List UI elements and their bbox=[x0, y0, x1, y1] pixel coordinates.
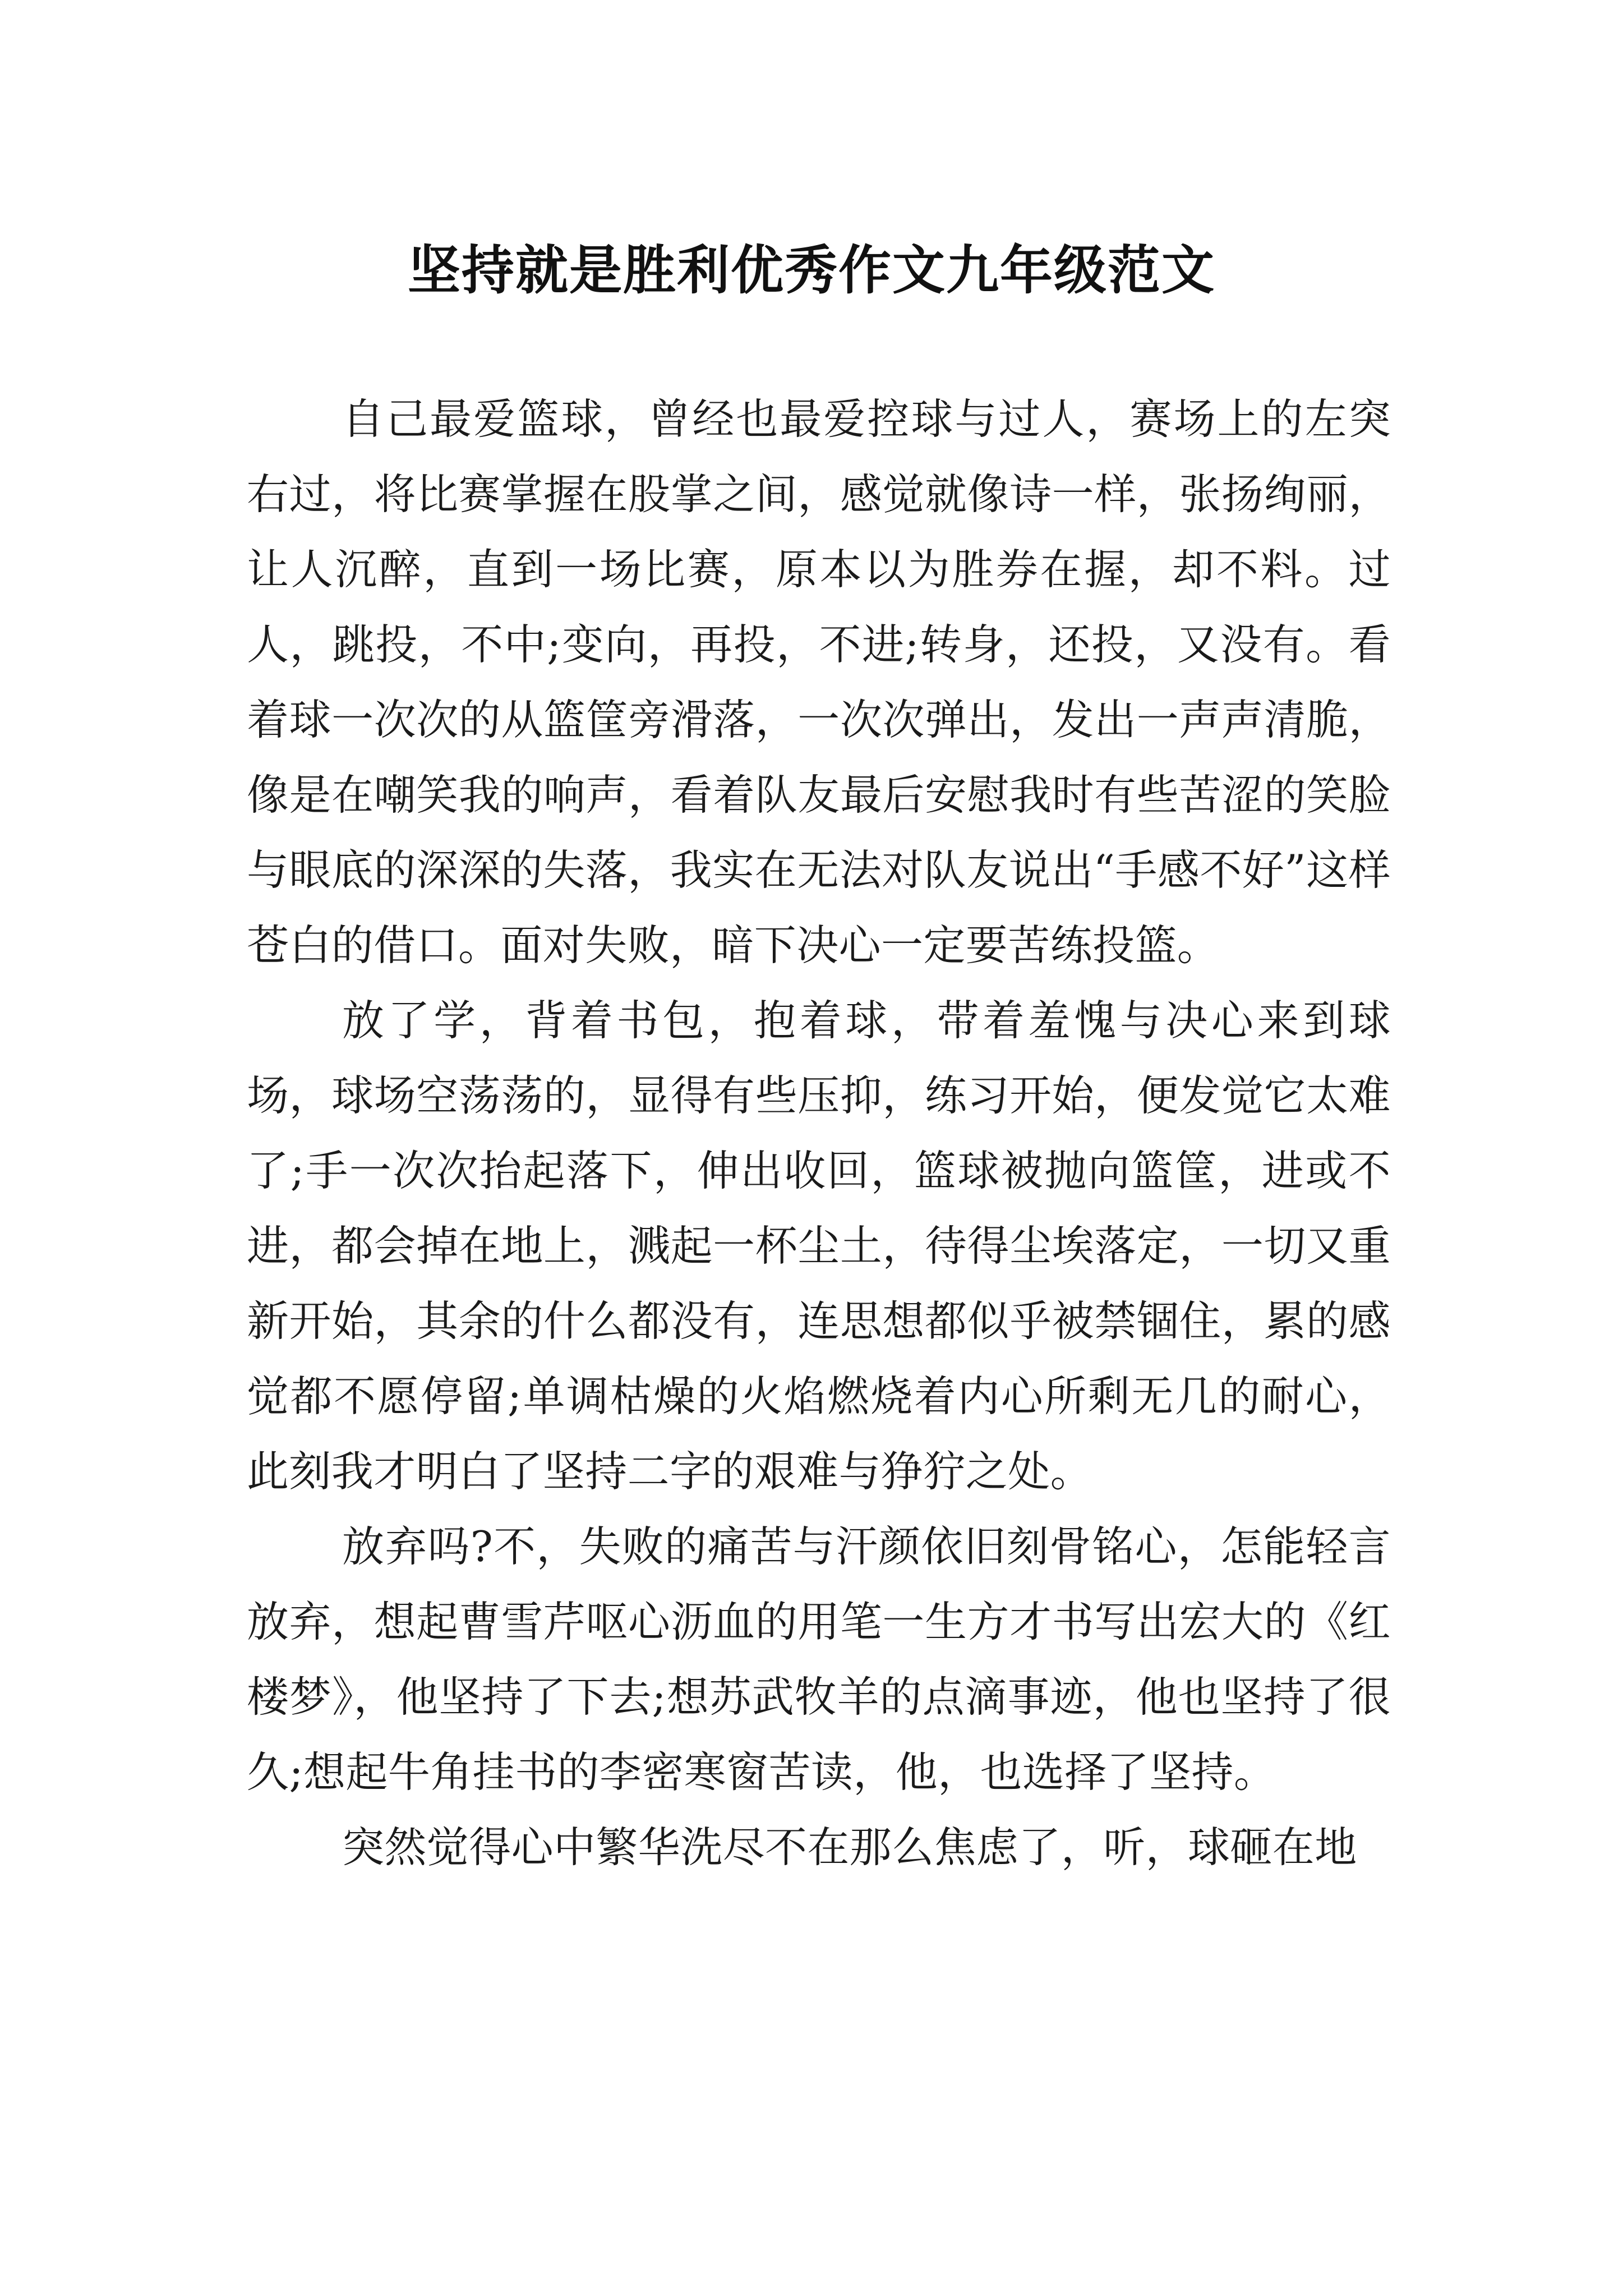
paragraph-1: 自己最爱篮球，曾经也最爱控球与过人，赛场上的左突右过，将比赛掌握在股掌之间，感觉就像诗一样，张扬绚丽，让人沉醉，直到一场比赛，原本以为胜券在握，却不料。过人，跳投，不中;变向，再投，不进;转身，还投，又没有。看着球一次次的从篮筐旁滑落，一次次弹出，发出一声声清脆，像是在嘲笑我的响声，看着队友最后安慰我时有些苦涩的笑脸与眼底的深深的失落，我实在无法对队友说出“手感不好”这样苍白的借口。面对失败，暗下决心一定要苦练投篮。 bbox=[247, 394, 1391, 970]
document-title: 坚持就是胜利优秀作文九年级范文 bbox=[407, 240, 1215, 301]
paragraph-4: 突然觉得心中繁华洗尽不在那么焦虑了，听，球砸在地 bbox=[342, 1823, 1357, 1872]
document-body bbox=[247, 381, 1391, 1885]
paragraph-2: 放了学，背着书包，抱着球，带着羞愧与决心来到球场，球场空荡荡的，显得有些压抑，练习开始，便发觉它太难了;手一次次抬起落下，伸出收回，篮球被抛向篮筐，进或不进，都会掉在地上，溅起一杯尘土，待得尘埃落定，一切又重新开始，其余的什么都没有，连思想都似乎被禁锢住，累的感觉都不愿停留;单调枯燥的火焰燃烧着内心所剩无几的耐心，此刻我才明白了坚持二字的艰难与狰狞之处。 bbox=[247, 996, 1391, 1496]
paragraph-3: 放弃吗?不，失败的痛苦与汗颜依旧刻骨铭心，怎能轻言放弃，想起曹雪芹呕心沥血的用笔一生方才书写出宏大的《红楼梦》，他坚持了下去;想苏武牧羊的点滴事迹，他也坚持了很久;想起牛角挂书的李密寒窗苦读，他，也选择了坚持。 bbox=[247, 1522, 1391, 1797]
